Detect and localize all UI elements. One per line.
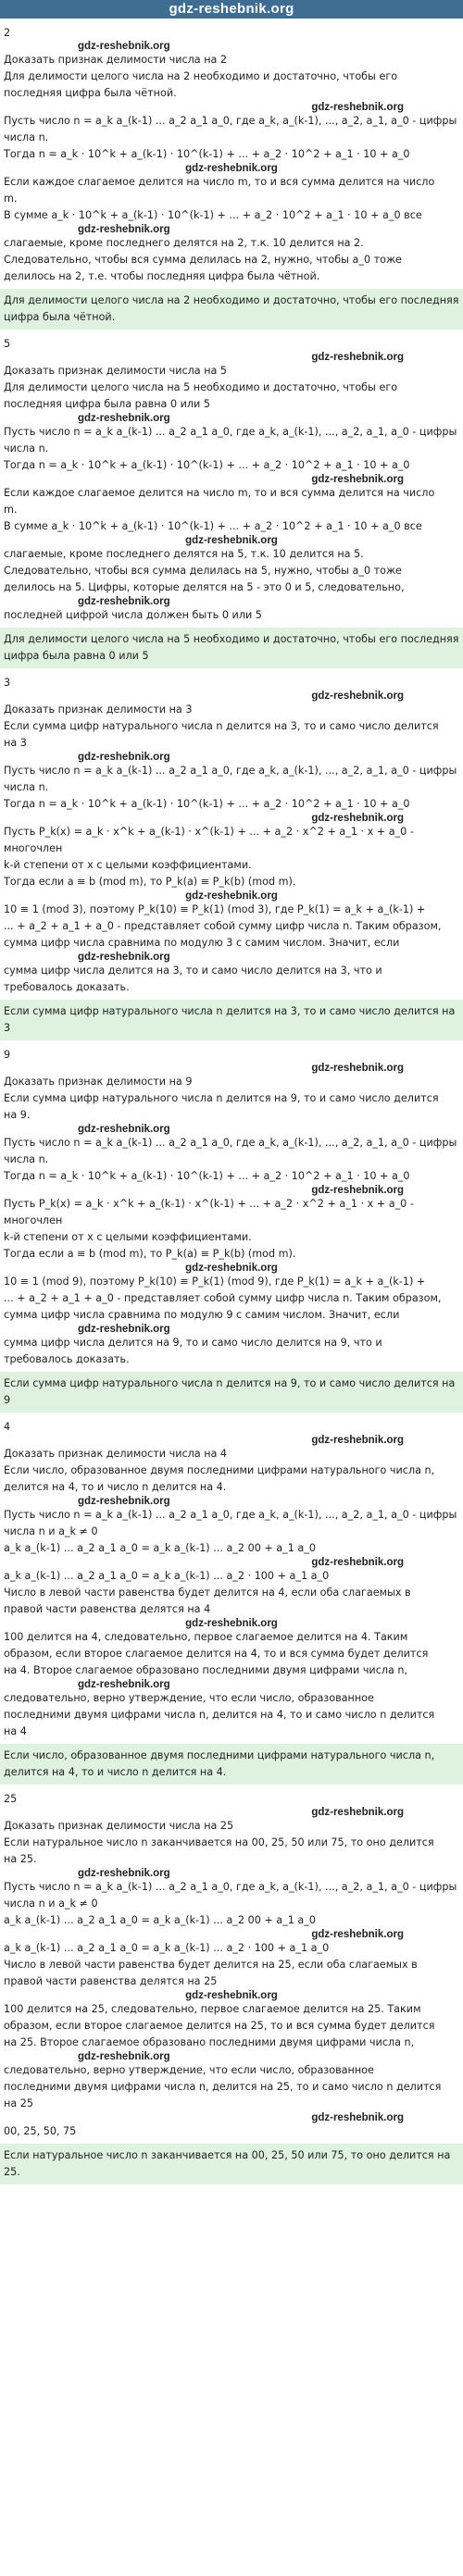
proof-line: Пусть число n = a_k a_(k-1) ... a_2 a_1 a_0, где a_k, a_(k-1), ..., a_2, a_1, a_0 - цифры	[4, 1137, 457, 1149]
section-number: 9	[4, 1049, 11, 1061]
proof-line: требовалось доказать.	[4, 1353, 130, 1365]
proof-line: Пусть число n = a_k a_(k-1) ... a_2 a_1 a_0, где a_k, a_(k-1), ..., a_2, a_1, a_0 - цифры	[4, 426, 457, 438]
proof-line: сумма цифр числа сравнима по модулю 9 с самим числом. Значит, если	[4, 1309, 400, 1321]
proof-line: последняя цифра была чётной.	[4, 87, 177, 99]
proof-line: на 25.	[4, 1853, 37, 1865]
watermark-text: gdz-reshebnik.org	[78, 952, 170, 963]
proof-line: Доказать признак делимости числа на 25	[4, 1820, 234, 1832]
proof-line: Тогда n = a_k · 10^k + a_(k-1) · 10^(k-1) + ... + a_2 · 10^2 + a_1 · 10 + a_0	[4, 459, 410, 471]
proof-line: на 25. Второе слагаемое образовано последними двумя цифрами числа n,	[4, 2036, 415, 2048]
proof-line: слагаемые, кроме последнего делятся на 2, т.к. 10 делится на 2.	[4, 237, 364, 249]
proof-line: на 25	[4, 2097, 33, 2109]
watermark-text: gdz-reshebnik.org	[311, 474, 404, 485]
watermark-text: gdz-reshebnik.org	[78, 413, 170, 424]
proof-line: Следовательно, чтобы вся сумма делилась на 5, нужно, чтобы a_0 тоже	[4, 565, 402, 577]
proof-line: правой части равенства делятся на 25	[4, 1975, 218, 1987]
solution-content	[0, 19, 463, 2184]
proof-line: на 9.	[4, 1109, 31, 1121]
proof-line: делилось на 2, т.е. чтобы последняя цифра была чётной.	[4, 270, 320, 282]
section-number: 5	[4, 338, 11, 350]
proof-line: делится на 4, то и число n делится на 4.	[4, 1481, 227, 1493]
watermark-text: gdz-reshebnik.org	[185, 535, 278, 546]
conclusion-box: Если сумма цифр натурального числа n делится на 3, то и само число делится на 3	[0, 1000, 463, 1040]
proof-line: Для делимости целого числа на 5 необходимо и достаточно, чтобы его	[4, 381, 398, 393]
watermark-text: gdz-reshebnik.org	[311, 691, 404, 702]
watermark-text: gdz-reshebnik.org	[185, 163, 278, 174]
proof-line: сумма цифр числа сравнима по модулю 3 с самим числом. Значит, если	[4, 937, 400, 949]
watermark-text: gdz-reshebnik.org	[311, 2112, 404, 2123]
proof-line: сумма цифр числа делится на 3, то и само число делится на 3, что и	[4, 964, 382, 977]
proof-line: Тогда n = a_k · 10^k + a_(k-1) · 10^(k-1) + ... + a_2 · 10^2 + a_1 · 10 + a_0	[4, 1170, 410, 1182]
proof-line: Число в левой части равенства будет делится на 25, если оба слагаемых в	[4, 1959, 418, 1971]
proof-line: 100 делится на 25, следовательно, первое слагаемое делится на 25. Таким	[4, 2003, 421, 2015]
conclusion-box: Для делимости целого числа на 2 необходимо и достаточно, чтобы его последняя цифра была чётной.	[0, 289, 463, 330]
proof-line: образом, если второе слагаемое делится на 4, то и вся сумма будет делится	[4, 1648, 429, 1660]
proof-line: Доказать признак делимости на 9	[4, 1076, 193, 1088]
proof-line: В сумме a_k · 10^k + a_(k-1) · 10^(k-1) + ... + a_2 · 10^2 + a_1 · 10 + a_0 все	[4, 520, 422, 532]
proof-line: последними двумя цифрами числа n, делится на 4, то и само число n делится	[4, 1709, 435, 1721]
proof-line: Тогда если a ≡ b (mod m), то P_k(a) ≡ P_k(b) (mod m).	[4, 876, 296, 888]
conclusion-box: Если сумма цифр натурального числа n делится на 9, то и само число делится на 9	[0, 1372, 463, 1412]
proof-line: Если сумма цифр натурального числа n делится на 9, то и само число делится	[4, 1092, 439, 1104]
proof-line: 100 делится на 4, следовательно, первое слагаемое делится на 4. Таким	[4, 1631, 408, 1643]
proof-line: Пусть число n = a_k a_(k-1) ... a_2 a_1 a_0, где a_k, a_(k-1), ..., a_2, a_1, a_0 - цифры	[4, 1509, 457, 1521]
section-block	[4, 1420, 459, 1785]
proof-line: делилось на 5. Цифры, которые делятся на 5 - это 0 и 5, следовательно,	[4, 581, 405, 593]
watermark-text: gdz-reshebnik.org	[311, 1185, 404, 1196]
proof-line: на 4. Второе слагаемое образовано последними двумя цифрами числа n,	[4, 1664, 408, 1676]
watermark-text: gdz-reshebnik.org	[185, 1990, 278, 2001]
proof-line: Тогда n = a_k · 10^k + a_(k-1) · 10^(k-1) + ... + a_2 · 10^2 + a_1 · 10 + a_0	[4, 798, 410, 810]
conclusion-box: Если натуральное число n заканчивается на 00, 25, 50 или 75, то оно делится на 25.	[0, 2144, 463, 2184]
proof-line: Если натуральное число n заканчивается на 00, 25, 50 или 75, то оно делится	[4, 1836, 434, 1848]
proof-line: следовательно, верно утверждение, что если число, образованное	[4, 2064, 374, 2076]
proof-line: последняя цифра была равна 0 или 5	[4, 398, 210, 410]
proof-line: В сумме a_k · 10^k + a_(k-1) · 10^(k-1) + ... + a_2 · 10^2 + a_1 · 10 + a_0 все	[4, 209, 422, 221]
watermark-text: gdz-reshebnik.org	[185, 890, 278, 902]
watermark-text: gdz-reshebnik.org	[78, 1124, 170, 1135]
proof-line: на 3	[4, 737, 27, 749]
proof-line: Пусть число n = a_k a_(k-1) ... a_2 a_1 a_0, где a_k, a_(k-1), ..., a_2, a_1, a_0 - цифры	[4, 115, 457, 127]
proof-line: образом, если второе слагаемое делится на 25, то и вся сумма будет делится	[4, 2020, 435, 2032]
watermark-text: gdz-reshebnik.org	[78, 1496, 170, 1507]
proof-line: a_k a_(k-1) ... a_2 a_1 a_0 = a_k a_(k-1) ... a_2 00 + a_1 a_0	[4, 1914, 316, 1926]
proof-line: Если каждое слагаемое делится на число m, то и вся сумма делится на число	[4, 176, 435, 188]
proof-line: a_k a_(k-1) ... a_2 a_1 a_0 = a_k a_(k-1) ... a_2 · 100 + a_1 a_0	[4, 1942, 330, 1954]
watermark-text: gdz-reshebnik.org	[185, 1263, 278, 1274]
proof-line: правой части равенства делятся на 4	[4, 1603, 211, 1615]
proof-line: последней цифрой числа должен быть 0 или 5	[4, 609, 262, 621]
site-title: gdz-reshebnik.org	[169, 1, 294, 17]
proof-line: Тогда если a ≡ b (mod m), то P_k(a) ≡ P_k(b) (mod m).	[4, 1248, 296, 1260]
proof-line: 10 ≡ 1 (mod 9), поэтому P_k(10) ≡ P_k(1) (mod 9), где P_k(1) = a_k + a_(k-1) +	[4, 1276, 426, 1288]
watermark-text: gdz-reshebnik.org	[78, 752, 170, 763]
proof-line: Пусть число n = a_k a_(k-1) ... a_2 a_1 a_0, где a_k, a_(k-1), ..., a_2, a_1, a_0 - цифры	[4, 1881, 457, 1893]
watermark-text: gdz-reshebnik.org	[311, 813, 404, 824]
proof-line: Для делимости целого числа на 2 необходимо и достаточно, чтобы его	[4, 70, 398, 82]
watermark-text: gdz-reshebnik.org	[311, 1807, 404, 1818]
proof-line: Доказать признак делимости числа на 2	[4, 54, 228, 66]
proof-line: a_k a_(k-1) ... a_2 a_1 a_0 = a_k a_(k-1) ... a_2 · 100 + a_1 a_0	[4, 1570, 330, 1582]
proof-line: ... + a_2 + a_1 + a_0 - представляет собой сумму цифр числа n. Таким образом,	[4, 1292, 442, 1304]
watermark-text: gdz-reshebnik.org	[78, 1324, 170, 1335]
proof-line: Пусть P_k(x) = a_k · x^k + a_(k-1) · x^(k-1) + ... + a_2 · x^2 + a_1 · x + a_0 - многочлен	[4, 826, 414, 854]
watermark-text: gdz-reshebnik.org	[78, 596, 170, 607]
section-number: 25	[4, 1793, 18, 1805]
proof-line: числа n.	[4, 131, 49, 143]
conclusion-box: Для делимости целого числа на 5 необходимо и достаточно, чтобы его последняя цифра была равна 0 или 5	[0, 628, 463, 668]
watermark-text: gdz-reshebnik.org	[185, 1618, 278, 1629]
proof-line: k-й степени от x с целыми коэффициентами.	[4, 1231, 252, 1243]
proof-line: k-й степени от x с целыми коэффициентами.	[4, 859, 252, 871]
proof-line: m.	[4, 193, 18, 205]
proof-line: Пусть P_k(x) = a_k · x^k + a_(k-1) · x^(k-1) + ... + a_2 · x^2 + a_1 · x + a_0 - многочлен	[4, 1198, 414, 1226]
section-number: 3	[4, 677, 11, 689]
proof-line: 10 ≡ 1 (mod 3), поэтому P_k(10) ≡ P_k(1) (mod 3), где P_k(1) = a_k + a_(k-1) +	[4, 903, 426, 915]
proof-line: на 4	[4, 1725, 27, 1737]
proof-line: Следовательно, чтобы вся сумма делилась на 2, нужно, чтобы a_0 тоже	[4, 254, 402, 266]
proof-line: m.	[4, 504, 18, 516]
section-block	[4, 1792, 459, 2184]
proof-line: требовалось доказать.	[4, 981, 130, 993]
watermark-text: gdz-reshebnik.org	[78, 1868, 170, 1879]
proof-line: Если число, образованное двумя последними цифрами натурального числа n,	[4, 1464, 435, 1476]
site-header	[0, 0, 463, 19]
watermark-text: gdz-reshebnik.org	[311, 102, 404, 113]
section-block	[4, 676, 459, 1040]
proof-line: Если каждое слагаемое делится на число m, то и вся сумма делится на число	[4, 487, 435, 499]
section-number: 4	[4, 1421, 11, 1433]
proof-line: числа n.	[4, 781, 49, 793]
watermark-text: gdz-reshebnik.org	[78, 2051, 170, 2062]
proof-line: a_k a_(k-1) ... a_2 a_1 a_0 = a_k a_(k-1) ... a_2 00 + a_1 a_0	[4, 1542, 316, 1554]
proof-line: слагаемые, кроме последнего делятся на 5, т.к. 10 делится на 5.	[4, 548, 364, 560]
proof-line: числа n и a_k ≠ 0	[4, 1898, 98, 1910]
watermark-text: gdz-reshebnik.org	[78, 224, 170, 235]
conclusion-box: Если число, образованное двумя последними цифрами натурального числа n, делится на 4, то и число n делится на 4.	[0, 1744, 463, 1785]
proof-line: ... + a_2 + a_1 + a_0 - представляет собой сумму цифр числа n. Таким образом,	[4, 920, 442, 932]
proof-line: сумма цифр числа делится на 9, то и само число делится на 9, что и	[4, 1337, 382, 1349]
proof-line: Пусть число n = a_k a_(k-1) ... a_2 a_1 a_0, где a_k, a_(k-1), ..., a_2, a_1, a_0 - цифры	[4, 765, 457, 777]
proof-line: Доказать признак делимости числа на 4	[4, 1448, 228, 1460]
proof-line: Тогда n = a_k · 10^k + a_(k-1) · 10^(k-1) + ... + a_2 · 10^2 + a_1 · 10 + a_0	[4, 148, 410, 160]
watermark-text: gdz-reshebnik.org	[311, 352, 404, 363]
watermark-text: gdz-reshebnik.org	[311, 1557, 404, 1568]
watermark-text: gdz-reshebnik.org	[311, 1435, 404, 1446]
proof-line: Число в левой части равенства будет делится на 4, если оба слагаемых в	[4, 1587, 411, 1599]
section-number: 2	[4, 27, 11, 39]
section-block	[4, 337, 459, 668]
proof-line: числа n.	[4, 1153, 49, 1165]
watermark-text: gdz-reshebnik.org	[311, 1063, 404, 1074]
proof-line: Доказать признак делимости на 3	[4, 703, 193, 716]
watermark-text: gdz-reshebnik.org	[311, 1929, 404, 1940]
watermark-text: gdz-reshebnik.org	[78, 1679, 170, 1690]
section-block	[4, 26, 459, 330]
proof-line: следовательно, верно утверждение, что если число, образованное	[4, 1692, 374, 1704]
proof-line: Если сумма цифр натурального числа n делится на 3, то и само число делится	[4, 720, 439, 732]
proof-line: Доказать признак делимости числа на 5	[4, 365, 228, 377]
proof-line: последними двумя цифрами числа n, делится на 25, то и само число n делится	[4, 2081, 442, 2093]
section-block	[4, 1048, 459, 1412]
watermark-text: gdz-reshebnik.org	[78, 41, 170, 52]
proof-line: числа n и a_k ≠ 0	[4, 1525, 98, 1537]
proof-line: числа n.	[4, 442, 49, 454]
proof-line: 00, 25, 50, 75	[4, 2125, 77, 2137]
